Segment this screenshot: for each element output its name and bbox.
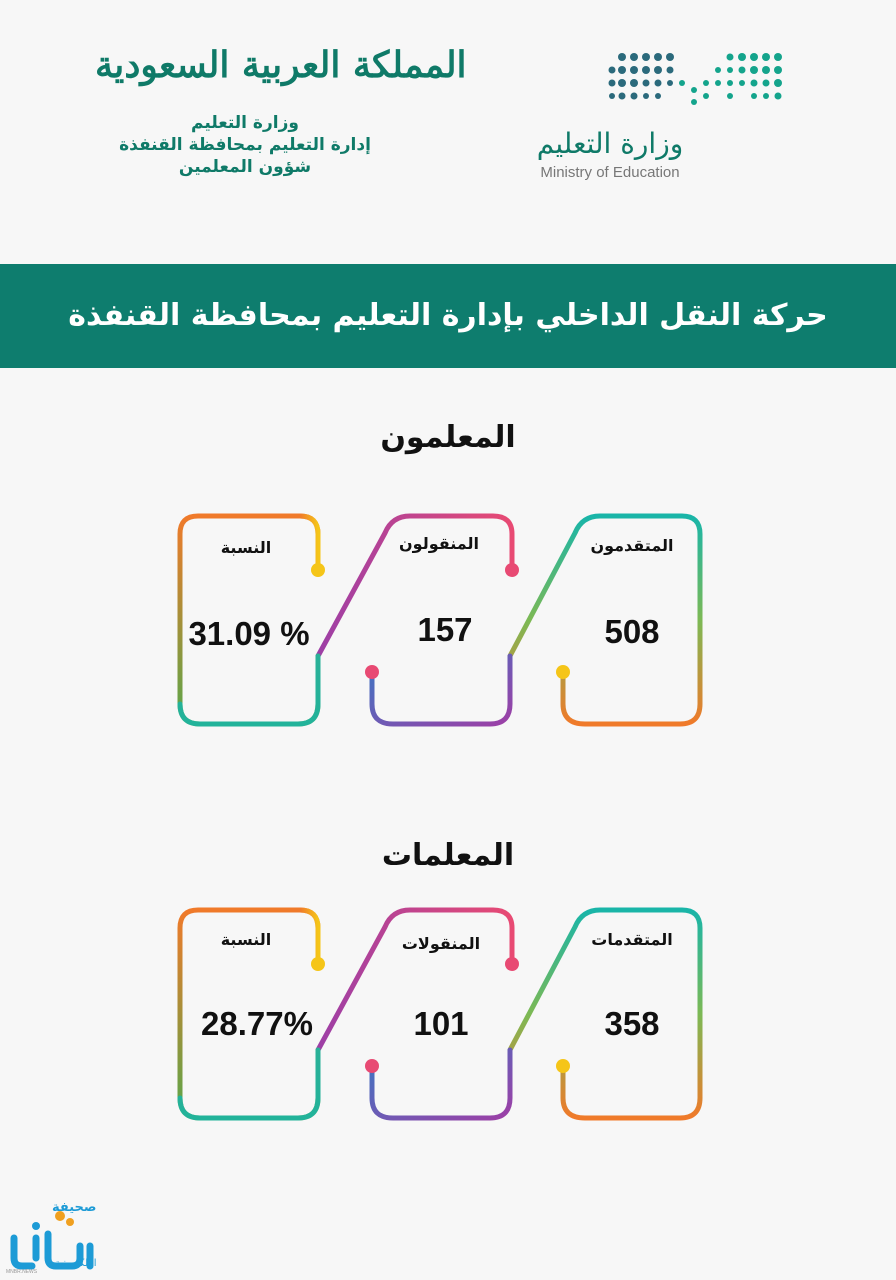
stat-value-percentage-male: 31.09 % bbox=[188, 615, 310, 652]
stat-value-percentage-female: 28.77% bbox=[201, 1005, 313, 1042]
ministry-name-arabic: وزارة التعليم bbox=[536, 127, 684, 160]
kingdom-line-department: إدارة التعليم بمحافظة القنفذة bbox=[119, 135, 371, 155]
section-title-male-teachers: المعلمون bbox=[380, 420, 516, 455]
kingdom-subtitle bbox=[95, 112, 395, 178]
kingdom-line-ministry: وزارة التعليم bbox=[191, 113, 299, 133]
section-title-female-teachers: المعلمات bbox=[381, 838, 515, 873]
ministry-name-english: Ministry of Education bbox=[540, 164, 680, 181]
stat-value-applicants-female: 358 bbox=[604, 1005, 660, 1042]
stat-value-transferred-male: 157 bbox=[417, 611, 473, 648]
kingdom-name: المملكة العربية السعودية bbox=[95, 44, 467, 86]
stat-label-applicants-female: المتقدمات bbox=[591, 930, 673, 949]
stat-label-transferred-male: المنقولون bbox=[399, 534, 479, 553]
watermark-small-text: MNBR.NEWS bbox=[6, 1269, 38, 1275]
stat-label-applicants-male: المتقدمون bbox=[590, 536, 674, 555]
stat-label-percentage-male: النسبة bbox=[220, 538, 272, 557]
stat-value-applicants-male: 508 bbox=[604, 613, 660, 650]
stat-label-percentage-female: النسبة bbox=[220, 930, 272, 949]
banner-title: حركة النقل الداخلي بإدارة التعليم بمحافظة القنفذة bbox=[68, 298, 828, 333]
stat-value-transferred-female: 101 bbox=[413, 1005, 469, 1042]
ministry-logo-icon bbox=[608, 52, 786, 110]
watermark-bottom-text: الإلكترونية bbox=[55, 1258, 97, 1269]
watermark-top-text: صحيفة bbox=[52, 1200, 97, 1215]
stat-label-transferred-female: المنقولات bbox=[401, 934, 481, 953]
kingdom-line-affairs: شؤون المعلمين bbox=[178, 157, 312, 177]
